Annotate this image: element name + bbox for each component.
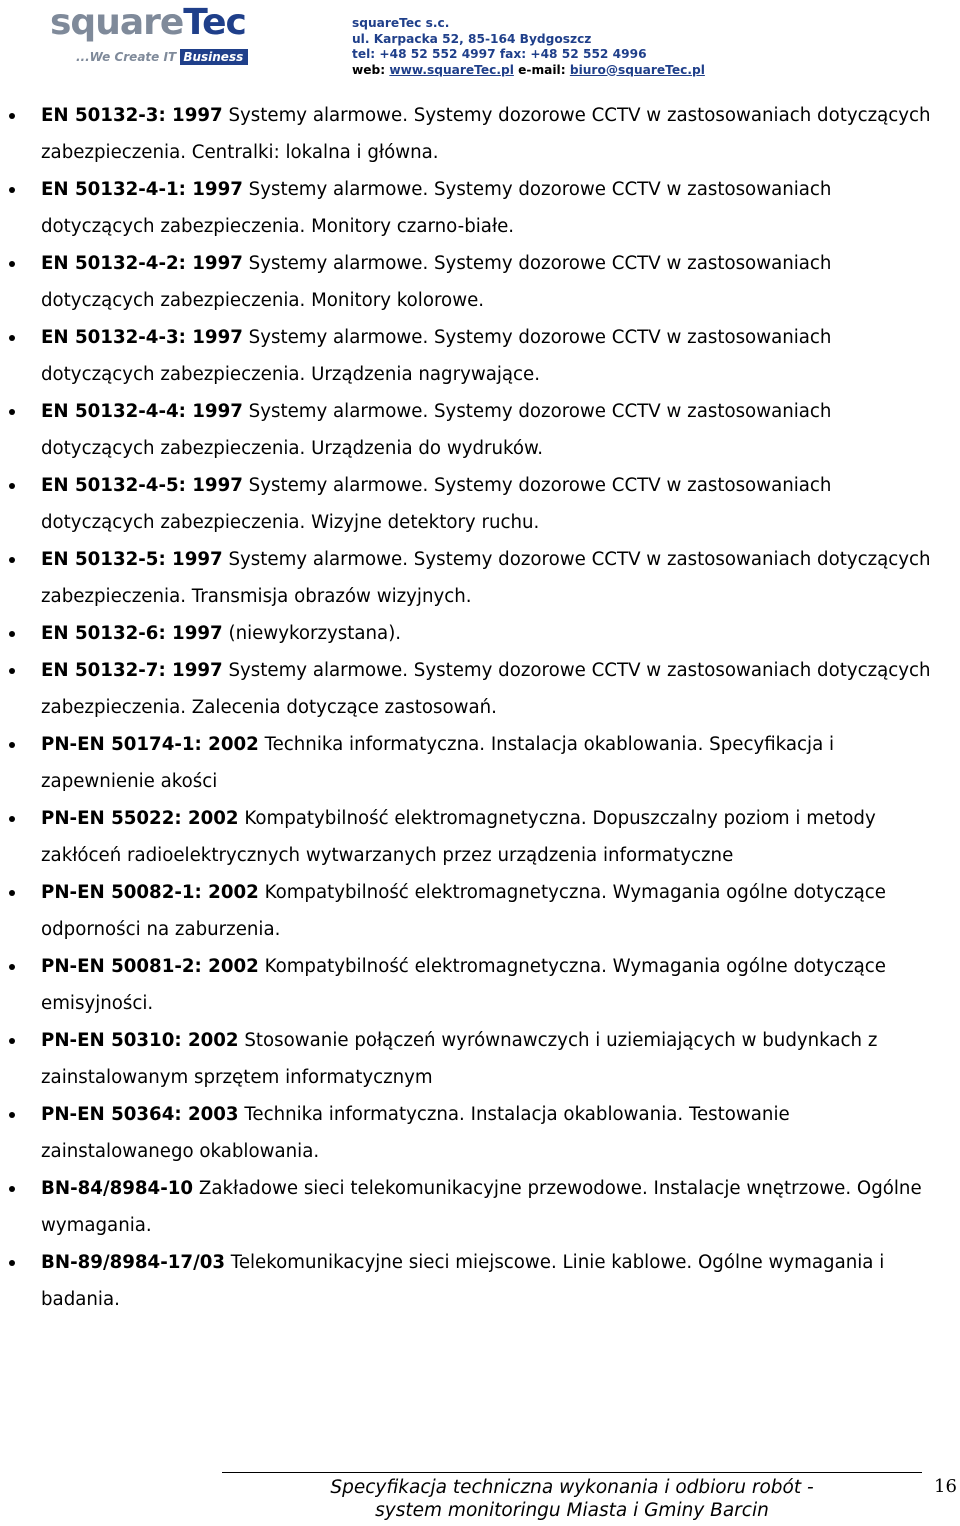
company-address: ul. Karpacka 52, 85-164 Bydgoszcz [352,31,592,46]
footer-line-2: system monitoringu Miasta i Gminy Barcin [375,1500,769,1521]
bullet-icon [9,816,15,822]
list-item [0,1244,960,1318]
standard-title: Zakładowe sieci telekomunikacyjne przewodowe. Instalacje wnętrzowe. Ogólne wymagania. [41,1178,922,1236]
bullet-icon [9,1112,15,1118]
list-item [0,97,960,171]
web-label: web: [352,62,386,77]
standard-title: Stosowanie połączeń wyrównawczych i uziemiających w budynkach z zainstalowanym sprzętem informatycznym [41,1030,878,1088]
list-item [0,948,960,1022]
standard-code: PN-EN 50310: 2002 [41,1030,239,1051]
list-item [0,652,960,726]
list-item [0,874,960,948]
list-item [0,615,960,652]
standard-code: PN-EN 50082-1: 2002 [41,882,259,903]
standard-title: Systemy alarmowe. Systemy dozorowe CCTV w zastosowaniach dotyczących zabezpieczenia. Centralki: lokalna i główna. [41,105,931,163]
standards-list [0,97,960,1318]
logo-wordmark [50,2,246,43]
standard-code: EN 50132-6: 1997 [41,623,223,644]
bullet-icon [9,187,15,193]
standard-title: Kompatybilność elektromagnetyczna. Dopuszczalny poziom i metody zakłóceń radioelektrycznych wytwarzanych przez urządzenia informatyczne [41,808,876,866]
list-item [0,245,960,319]
list-item [0,800,960,874]
standard-code: PN-EN 50081-2: 2002 [41,956,259,977]
list-item [0,726,960,800]
footer-line-1: Specyfikacja techniczna wykonania i odbioru robót - [330,1477,814,1498]
logo-tagline-text: ...We Create IT [76,50,177,64]
footer-divider [222,1472,922,1473]
list-item [0,1022,960,1096]
bullet-icon [9,1186,15,1192]
standard-code: PN-EN 55022: 2002 [41,808,239,829]
contact-info [352,16,705,78]
standard-title: Technika informatyczna. Instalacja okablowania. Specyfikacja i zapewnienie akości [41,734,835,792]
bullet-icon [9,335,15,341]
standard-title: Technika informatyczna. Instalacja okablowania. Testowanie zainstalowanego okablowania. [41,1104,790,1162]
bullet-icon [9,742,15,748]
company-web-email [352,63,705,79]
list-item [0,541,960,615]
company-phones: tel: +48 52 552 4997 fax: +48 52 552 4996 [352,47,647,61]
bullet-icon [9,557,15,563]
standard-title: Systemy alarmowe. Systemy dozorowe CCTV w zastosowaniach dotyczących zabezpieczenia. Urządzenia nagrywające. [41,327,832,385]
list-item [0,171,960,245]
standard-title: Systemy alarmowe. Systemy dozorowe CCTV w zastosowaniach dotyczących zabezpieczenia. Zalecenia dotyczące zastosowań. [41,660,931,718]
logo-tec-text: Tec [183,2,246,43]
page-header [0,0,960,80]
bullet-icon [9,1260,15,1266]
standard-code: EN 50132-4-5: 1997 [41,475,243,496]
email-link[interactable]: biuro@squareTec.pl [569,62,705,77]
email-label: e-mail: [518,62,566,77]
standard-title: Systemy alarmowe. Systemy dozorowe CCTV w zastosowaniach dotyczących zabezpieczenia. Urządzenia do wydruków. [41,401,832,459]
standard-code: EN 50132-4-3: 1997 [41,327,243,348]
standard-title: (niewykorzystana). [222,623,402,644]
bullet-icon [9,113,15,119]
website-link[interactable]: www.squareTec.pl [389,62,514,77]
standard-title: Telekomunikacyjne sieci miejscowe. Linie kablowe. Ogólne wymagania i badania. [41,1252,885,1310]
standard-title: Systemy alarmowe. Systemy dozorowe CCTV w zastosowaniach dotyczących zabezpieczenia. Monitory czarno-białe. [41,179,832,237]
standard-title: Systemy alarmowe. Systemy dozorowe CCTV w zastosowaniach dotyczących zabezpieczenia. Wizyjne detektory ruchu. [41,475,832,533]
standard-code: EN 50132-4-1: 1997 [41,179,243,200]
company-name [352,16,705,32]
standard-code: EN 50132-4-2: 1997 [41,253,243,274]
bullet-icon [9,964,15,970]
logo-square-text: square [50,2,184,43]
company-logo [48,2,246,68]
standard-code: EN 50132-5: 1997 [41,549,223,570]
logo-tagline-box: Business [180,49,248,65]
standard-title: Systemy alarmowe. Systemy dozorowe CCTV w zastosowaniach dotyczących zabezpieczenia. Transmisja obrazów wizyjnych. [41,549,931,607]
bullet-icon [9,409,15,415]
standard-code: PN-EN 50364: 2003 [41,1104,239,1125]
bullet-icon [9,483,15,489]
list-item [0,393,960,467]
standard-code: EN 50132-4-4: 1997 [41,401,243,422]
logo-tagline [76,49,248,66]
list-item [0,319,960,393]
bullet-icon [9,890,15,896]
bullet-icon [9,261,15,267]
bullet-icon [9,668,15,674]
bullet-icon [9,631,15,637]
standard-title: Systemy alarmowe. Systemy dozorowe CCTV w zastosowaniach dotyczących zabezpieczenia. Monitory kolorowe. [41,253,832,311]
standard-code: EN 50132-7: 1997 [41,660,223,681]
standard-code: EN 50132-3: 1997 [41,105,223,126]
standard-title: Kompatybilność elektromagnetyczna. Wymagania ogólne dotyczące odporności na zaburzenia. [41,882,886,940]
standard-code: BN-84/8984-10 [41,1178,194,1199]
footer-title [222,1476,922,1522]
company-name-part3: s.c. [421,16,450,30]
bullet-icon [9,1038,15,1044]
company-name-part2: Tec [399,16,422,30]
list-item [0,467,960,541]
standard-code: BN-89/8984-17/03 [41,1252,226,1273]
page-number: 16 [934,1476,957,1497]
standard-code: PN-EN 50174-1: 2002 [41,734,259,755]
standard-title: Kompatybilność elektromagnetyczna. Wymagania ogólne dotyczące emisyjności. [41,956,886,1014]
list-item [0,1096,960,1170]
list-item [0,1170,960,1244]
company-name-part1: square [352,16,400,30]
